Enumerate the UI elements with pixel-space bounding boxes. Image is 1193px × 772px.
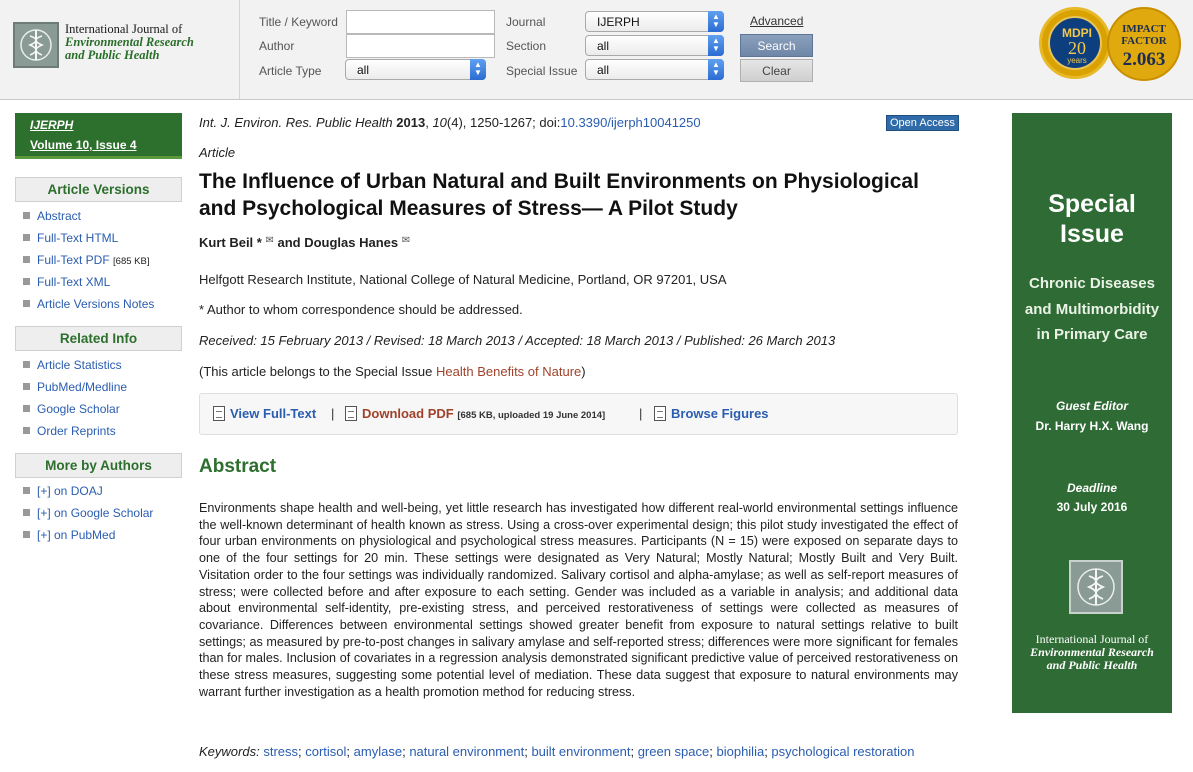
author-douglas-hanes[interactable]: and Douglas Hanes bbox=[273, 235, 399, 250]
related-info-heading: Related Info bbox=[15, 326, 182, 351]
email-icon[interactable]: ✉ bbox=[401, 235, 411, 246]
section-value: all bbox=[597, 39, 610, 53]
search-button[interactable]: Search bbox=[740, 34, 813, 57]
bullet-icon bbox=[23, 405, 30, 412]
keyword-link[interactable]: psychological restoration bbox=[771, 744, 915, 759]
article-title: The Influence of Urban Natural and Built Environments on Physiological and Psychological Measures of Stress— A Pilot Study bbox=[199, 170, 919, 220]
mdpi-years-label: years bbox=[1067, 56, 1087, 65]
bullet-icon bbox=[23, 383, 30, 390]
journal-label: Journal bbox=[506, 15, 546, 29]
email-icon[interactable]: ✉ bbox=[265, 235, 274, 246]
author-label: Author bbox=[259, 39, 295, 53]
keyword-link[interactable]: natural environment bbox=[409, 744, 525, 759]
keyword-link[interactable]: stress bbox=[263, 744, 298, 759]
journal-select[interactable] bbox=[585, 11, 724, 32]
special-issue-banner[interactable] bbox=[1012, 113, 1172, 713]
authors-line bbox=[199, 235, 410, 250]
keywords-line: Keywords: stress; cortisol; amylase; natural environment; built environment; green space; biophilia; psychological restoration bbox=[199, 744, 915, 759]
volume-issue-link[interactable]: Volume 10, Issue 4 bbox=[30, 138, 137, 152]
article-type: Article bbox=[199, 145, 236, 160]
sidebar-item-full-text-xml[interactable]: Full-Text XML bbox=[23, 275, 110, 289]
action-separator: | bbox=[331, 406, 335, 421]
special-issue-note: (This article belongs to the Special Issue Health Benefits of Nature) bbox=[199, 364, 586, 379]
select-arrows-icon: ▲ ▼ bbox=[470, 59, 486, 80]
article-type-select[interactable] bbox=[345, 59, 486, 80]
logo-line-1: International Journal of bbox=[65, 22, 183, 36]
sidebar-item-order-reprints[interactable]: Order Reprints bbox=[23, 424, 116, 438]
guest-editor-name: Dr. Harry H.X. Wang bbox=[1035, 419, 1149, 433]
article-type-value: all bbox=[357, 63, 370, 77]
citation-volume: 10 bbox=[432, 115, 447, 130]
title-keyword-label: Title / Keyword bbox=[259, 15, 338, 29]
banner-topic: Chronic Diseases and Multimorbidity in Primary Care bbox=[1024, 275, 1160, 343]
pdf-icon bbox=[345, 406, 357, 421]
journal-issue-box bbox=[15, 113, 182, 159]
keyword-link[interactable]: amylase bbox=[353, 744, 403, 759]
citation-journal: Int. J. Environ. Res. Public Health bbox=[199, 115, 393, 130]
bullet-icon bbox=[23, 531, 30, 538]
action-bar bbox=[199, 393, 958, 435]
sidebar-item-full-text-html[interactable]: Full-Text HTML bbox=[23, 231, 118, 245]
sidebar-item-google-scholar[interactable]: Google Scholar bbox=[23, 402, 120, 416]
keyword-link[interactable]: cortisol bbox=[305, 744, 347, 759]
logo-line-2: Environmental Research bbox=[65, 35, 194, 49]
impact-label-line-2: FACTOR bbox=[1121, 35, 1167, 47]
pdf-size: [685 KB] bbox=[113, 256, 150, 267]
citation-year: 2013 bbox=[396, 115, 426, 130]
sidebar-item-article-statistics[interactable]: Article Statistics bbox=[23, 358, 122, 372]
sidebar-item-versions-notes[interactable]: Article Versions Notes bbox=[23, 297, 154, 311]
author-kurt-beil[interactable]: Kurt Beil * bbox=[199, 235, 262, 250]
special-issue-label: Special Issue bbox=[506, 64, 578, 78]
journal-abbr-link[interactable]: IJERPH bbox=[30, 118, 74, 132]
keywords-label: Keywords: bbox=[199, 744, 260, 759]
mdpi-brand: MDPI bbox=[1062, 26, 1092, 40]
affiliation: Helfgott Research Institute, National College of Natural Medicine, Portland, OR 97201, USA bbox=[199, 272, 727, 287]
bullet-icon bbox=[23, 212, 30, 219]
keyword-link[interactable]: green space bbox=[637, 744, 710, 759]
publication-dates: Received: 15 February 2013 / Revised: 18 March 2013 / Accepted: 18 March 2013 / Published: 26 March 2013 bbox=[199, 333, 836, 348]
image-icon bbox=[654, 406, 666, 421]
header bbox=[0, 0, 1193, 100]
keyword-link[interactable]: biophilia bbox=[716, 744, 765, 759]
deadline-label: Deadline bbox=[1066, 481, 1117, 495]
sidebar-item-full-text-pdf[interactable]: Full-Text PDF [685 KB] bbox=[23, 253, 149, 267]
select-arrows-icon: ▲ ▼ bbox=[708, 35, 724, 56]
bullet-icon bbox=[23, 256, 30, 263]
article-versions-heading: Article Versions bbox=[15, 177, 182, 202]
bullet-icon bbox=[23, 361, 30, 368]
banner-journal-name: International Journal of Environmental Research and Public Health bbox=[1030, 632, 1154, 672]
document-icon bbox=[213, 406, 225, 421]
sidebar-item-authors-google-scholar[interactable]: [+] on Google Scholar bbox=[23, 506, 153, 520]
special-issue-link[interactable]: Health Benefits of Nature bbox=[436, 364, 582, 379]
sidebar-item-doaj[interactable]: [+] on DOAJ bbox=[23, 484, 103, 498]
section-label: Section bbox=[506, 39, 547, 53]
banner-title: Special Issue bbox=[1048, 190, 1136, 248]
mdpi-20-years-badge[interactable] bbox=[1039, 7, 1111, 79]
title-keyword-input[interactable] bbox=[346, 10, 495, 34]
logo-line-3: and Public Health bbox=[65, 48, 160, 62]
bullet-icon bbox=[23, 278, 30, 285]
action-separator: | bbox=[639, 406, 643, 421]
special-issue-value: all bbox=[597, 63, 610, 77]
sidebar-item-abstract[interactable]: Abstract bbox=[23, 209, 81, 223]
doi-link[interactable]: 10.3390/ijerph10041250 bbox=[560, 115, 701, 130]
bullet-icon bbox=[23, 427, 30, 434]
guest-editor-label: Guest Editor bbox=[1055, 399, 1128, 413]
open-access-badge[interactable]: Open Access bbox=[886, 115, 959, 131]
impact-label-line-1: IMPACT bbox=[1122, 23, 1166, 35]
more-by-authors-heading: More by Authors bbox=[15, 453, 182, 478]
bullet-icon bbox=[23, 234, 30, 241]
sidebar-item-authors-pubmed[interactable]: [+] on PubMed bbox=[23, 528, 115, 542]
author-input[interactable] bbox=[346, 34, 495, 58]
clear-button[interactable]: Clear bbox=[740, 59, 813, 82]
download-pdf-button[interactable]: Download PDF [685 KB, uploaded 19 June 2014] bbox=[345, 406, 605, 421]
view-full-text-button[interactable]: View Full-Text bbox=[213, 406, 316, 421]
journal-logo[interactable] bbox=[0, 0, 240, 99]
pdf-info: [685 KB, uploaded 19 June 2014] bbox=[457, 410, 606, 421]
citation-line: Int. J. Environ. Res. Public Health 2013, 10(4), 1250-1267; doi:10.3390/ijerph10041250 bbox=[199, 115, 701, 130]
correspondence-note: * Author to whom correspondence should be addressed. bbox=[199, 302, 523, 317]
abstract-text: Environments shape health and well-being, yet little research has investigated how different real-world environmental settings influence the well-known determinant of health known as stress. Using a cross-over experimental design; this pilot study investigated the effect of four urban environments on physiological and psychological stress measures. Participants (N = 15) were exposed on separate days to one of the four settings for 20 min. These settings were designated as Very Natural; Mostly Natural; Mostly Built and Very Built. Visitation order to the four settings was individually randomized. Salivary cortisol and alpha-amylase; as well as self-report measures of stress; were collected before and after exposure to each setting. Gender was included as a variable in analysis; and additional data about environmental self-identity, pre-existing stress, and perceived restorativeness of settings were collected as measures of covariance. Differences between environmental settings showed greater benefit from exposure to natural settings relative to built settings; as measured by pre-to-post changes in salivary amylase and self-reported stress; differences were more significant for females than for males. Inclusion of covariates in a regression analysis demonstrated significant predictive value of perceived restorativeness on these stress measures, suggesting some potential level of mediation. These data suggest that exposure to natural environments may warrant further investigation as a health promotion method for reducing stress. bbox=[199, 501, 958, 699]
impact-factor-value: 2.063 bbox=[1122, 49, 1166, 70]
caduceus-icon bbox=[13, 22, 59, 68]
sidebar-item-pubmed-medline[interactable]: PubMed/Medline bbox=[23, 380, 127, 394]
bullet-icon bbox=[23, 487, 30, 494]
mdpi-years-number: 20 bbox=[1068, 38, 1086, 58]
deadline-date: 30 July 2016 bbox=[1056, 500, 1128, 514]
journal-value: IJERPH bbox=[597, 15, 640, 29]
caduceus-icon bbox=[1069, 560, 1123, 614]
keyword-link[interactable]: built environment bbox=[531, 744, 631, 759]
special-issue-select[interactable] bbox=[585, 59, 724, 80]
section-select[interactable] bbox=[585, 35, 724, 56]
citation-issue-pages: (4), 1250-1267; doi: bbox=[446, 115, 561, 130]
impact-factor-badge[interactable] bbox=[1107, 7, 1181, 81]
browse-figures-button[interactable]: Browse Figures bbox=[654, 406, 769, 421]
select-arrows-icon: ▲ ▼ bbox=[708, 59, 724, 80]
bullet-icon bbox=[23, 509, 30, 516]
select-arrows-icon: ▲ ▼ bbox=[708, 11, 724, 32]
article-type-label: Article Type bbox=[259, 64, 322, 78]
abstract-heading: Abstract bbox=[199, 456, 277, 477]
advanced-search-link[interactable]: Advanced bbox=[750, 14, 804, 28]
bullet-icon bbox=[23, 300, 30, 307]
